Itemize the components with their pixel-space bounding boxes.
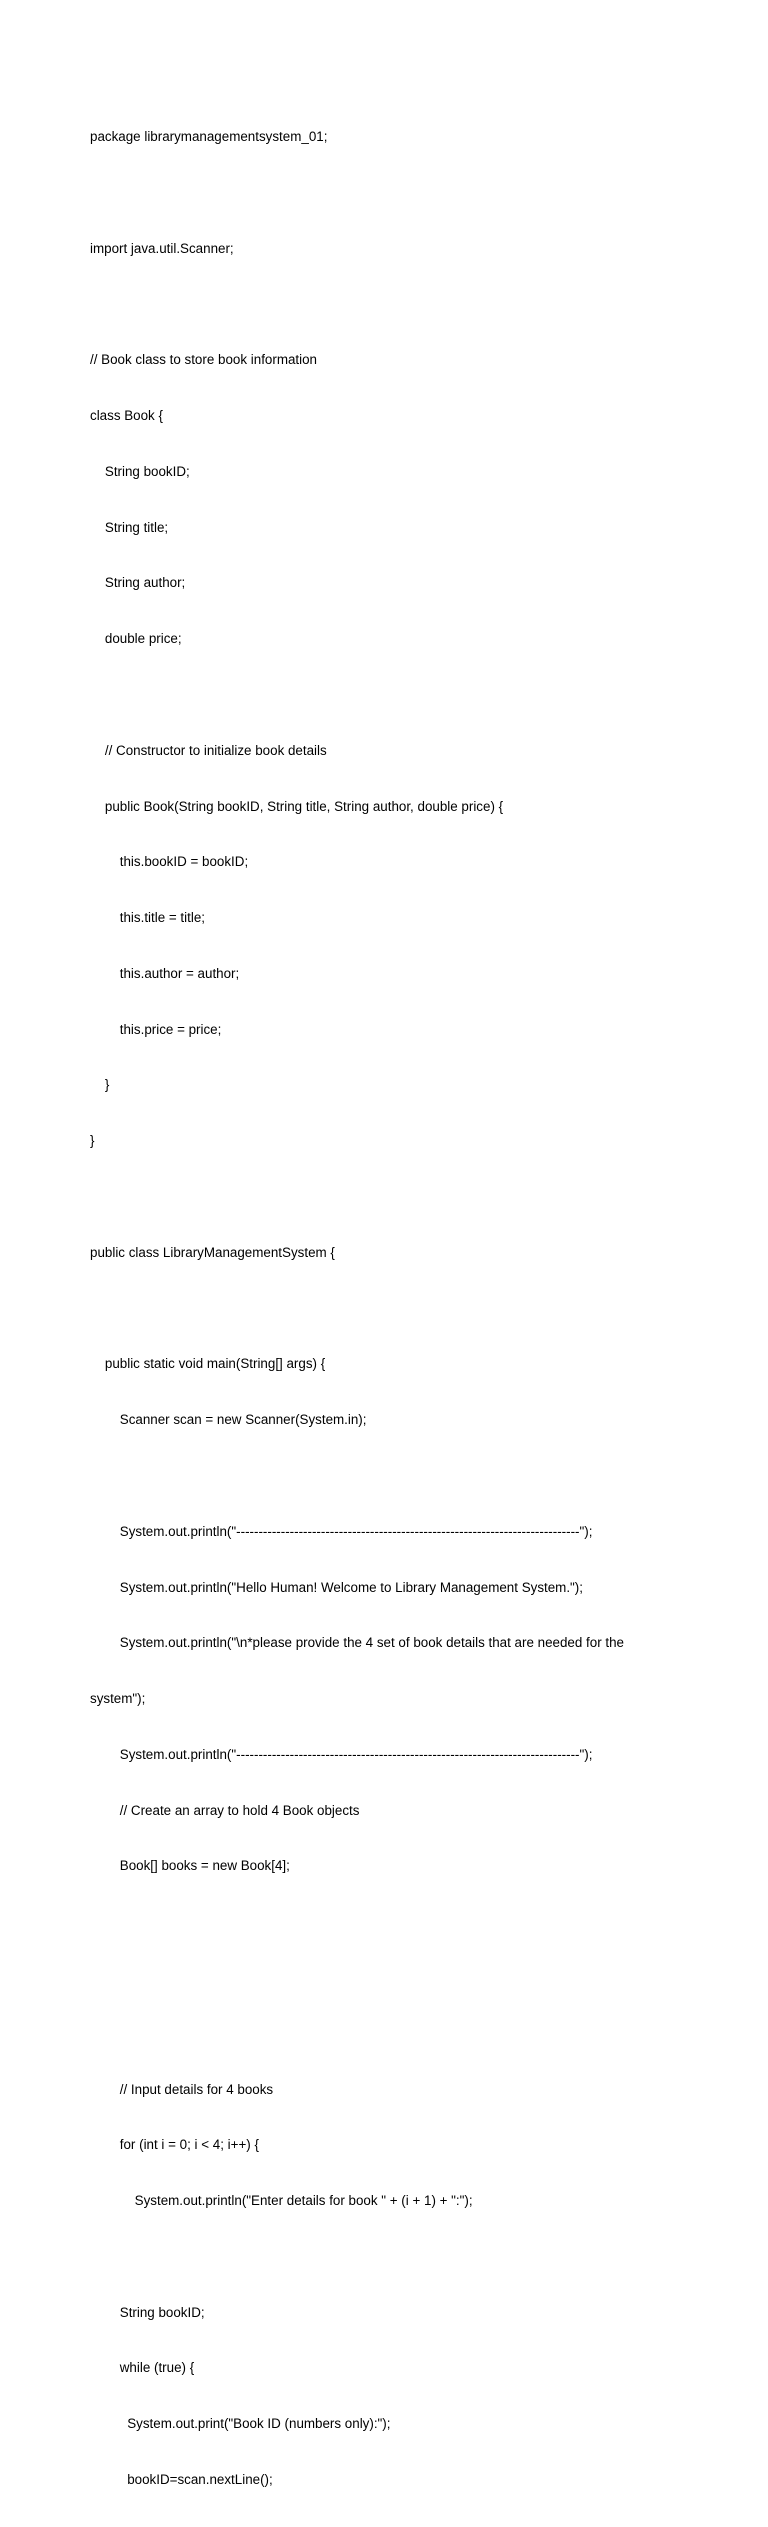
code-line (90, 1300, 690, 1319)
code-line (90, 1969, 690, 1988)
code-line: String bookID; (90, 463, 190, 479)
code-line (90, 1467, 690, 1486)
code-line: System.out.println("\n*please provide the 4 set of book details that are needed for the (90, 1635, 625, 1651)
code-line: bookID=scan.nextLine(); (90, 2472, 273, 2487)
code-line: import java.util.Scanner; (90, 240, 234, 256)
code-line: Scanner scan = new Scanner(System.in); (90, 1412, 367, 1428)
code-line: while (true) { (90, 2360, 195, 2376)
code-line (90, 1188, 690, 1207)
code-line: public static void main(String[] args) { (90, 1356, 326, 1372)
code-line: System.out.println("Hello Human! Welcome to Library Management System."); (90, 1579, 583, 1595)
code-line: double price; (90, 631, 182, 647)
code-line: String title; (90, 519, 169, 535)
code-line: public Book(String bookID, String title, String author, double price) { (90, 798, 504, 814)
code-line: String bookID; (90, 2304, 205, 2320)
code-line: this.price = price; (90, 1021, 222, 1037)
code-line (90, 2248, 690, 2267)
code-line: System.out.println("Enter details for book " + (i + 1) + ":"); (90, 2193, 473, 2209)
code-line (90, 1913, 690, 1932)
code-line: class Book { (90, 408, 163, 424)
code-listing (90, 91, 690, 2527)
code-line: String author; (90, 575, 186, 591)
code-line: this.author = author; (90, 965, 240, 981)
code-line: System.out.println("-----------------------------------------------------------------------------"); (90, 1746, 593, 1762)
code-line: } (90, 1133, 95, 1149)
code-line: package librarymanagementsystem_01; (90, 129, 328, 145)
code-line (90, 296, 690, 315)
code-line: } (90, 1077, 110, 1093)
code-line (90, 184, 690, 203)
code-line: public class LibraryManagementSystem { (90, 1244, 335, 1260)
code-line: this.title = title; (90, 910, 205, 926)
code-line: // Create an array to hold 4 Book objects (90, 1802, 360, 1818)
code-line (90, 2025, 690, 2044)
code-line: system"); (90, 1691, 146, 1707)
code-line: // Book class to store book information (90, 352, 318, 368)
code-line: System.out.print("Book ID (numbers only):"); (90, 2416, 391, 2432)
code-line: // Input details for 4 books (90, 2081, 274, 2097)
code-line: for (int i = 0; i < 4; i++) { (90, 2137, 259, 2153)
code-line: Book[] books = new Book[4]; (90, 1858, 290, 1874)
code-line: // Constructor to initialize book details (90, 742, 327, 758)
code-line: System.out.println("-----------------------------------------------------------------------------"); (90, 1523, 593, 1539)
code-line: this.bookID = bookID; (90, 854, 249, 870)
code-line (90, 686, 690, 705)
